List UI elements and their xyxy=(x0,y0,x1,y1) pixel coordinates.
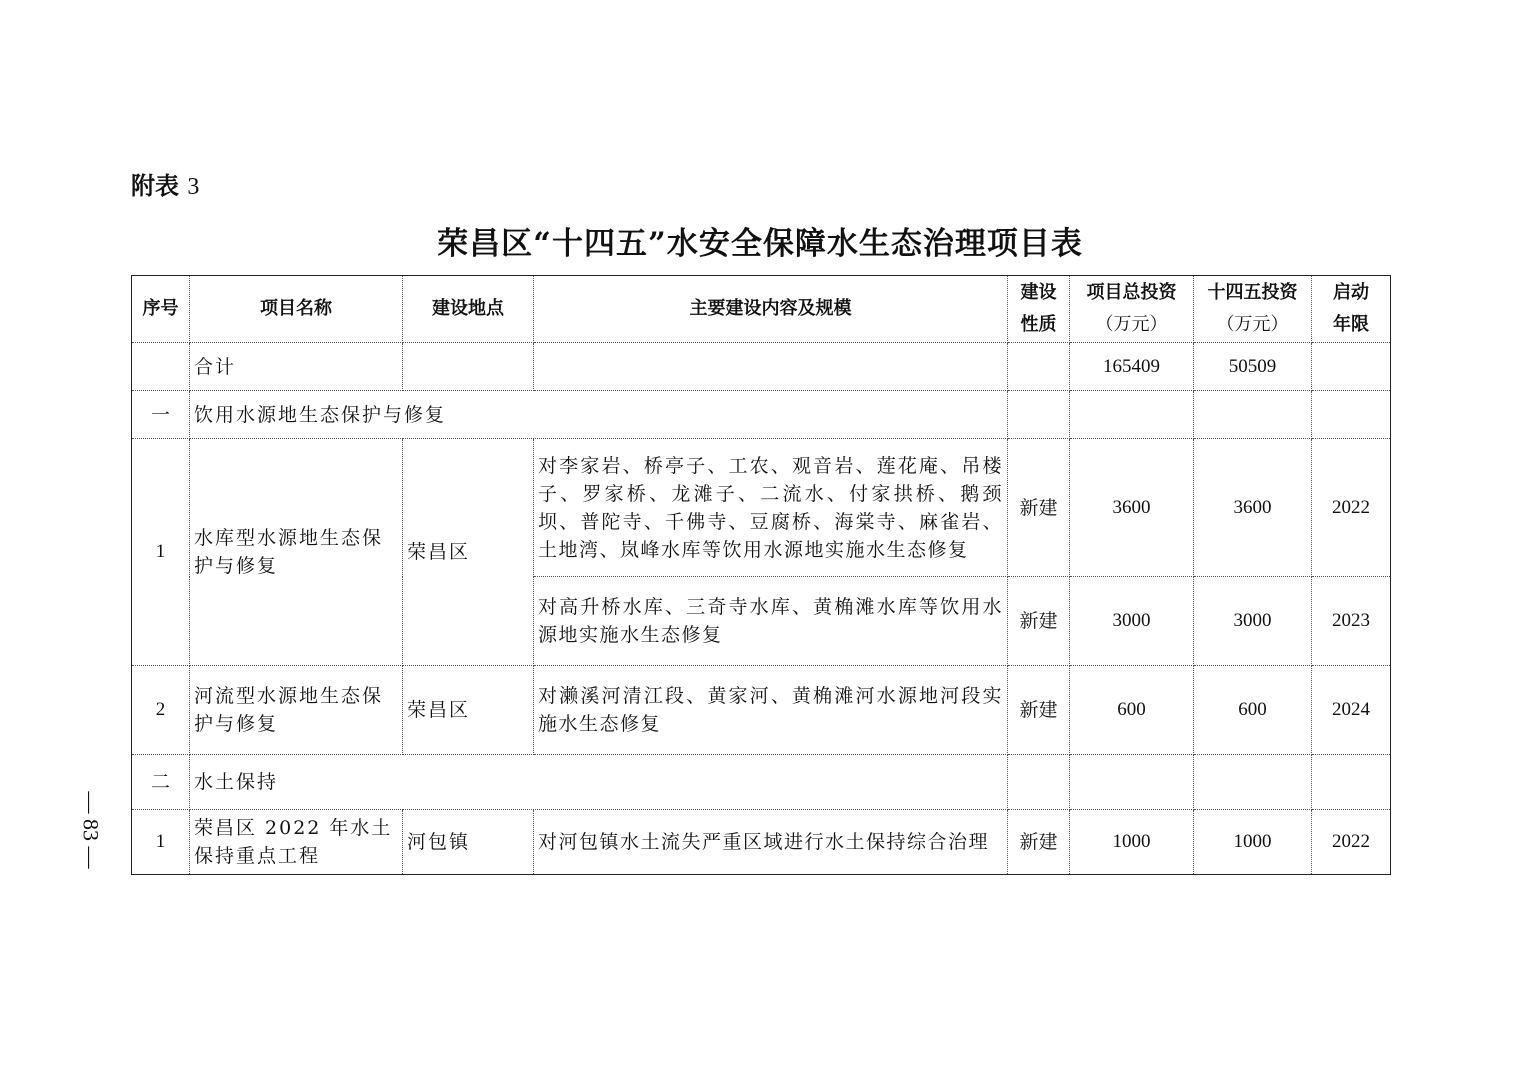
section-invest-cell xyxy=(1070,755,1194,810)
section-name: 水土保持 xyxy=(190,755,1008,810)
project-content: 对高升桥水库、三奇寺水库、黄桷滩水库等饮用水源地实施水生态修复 xyxy=(534,577,1008,666)
section-row xyxy=(132,755,1391,810)
section-plan-cell xyxy=(1194,755,1312,810)
project-location: 河包镇 xyxy=(403,810,534,875)
header-total-invest-line2: （万元） xyxy=(1095,314,1168,335)
section-seq: 一 xyxy=(132,391,190,439)
total-seq-cell xyxy=(132,343,190,391)
header-total-invest-line1: 项目总投资 xyxy=(1086,282,1177,303)
project-plan-invest: 3600 xyxy=(1194,439,1312,577)
header-nature-line2: 性质 xyxy=(1020,314,1057,335)
section-seq: 二 xyxy=(132,755,190,810)
appendix-label xyxy=(131,166,199,201)
total-location-cell xyxy=(403,343,534,391)
total-label: 合计 xyxy=(190,343,403,391)
page-title: 荣昌区“十四五”水安全保障水生态治理项目表 xyxy=(437,226,1083,262)
page-number xyxy=(62,780,118,880)
project-table xyxy=(131,275,1391,875)
section-invest-cell xyxy=(1070,391,1194,439)
project-total-invest: 3000 xyxy=(1070,577,1194,666)
header-name: 项目名称 xyxy=(190,276,403,343)
header-row xyxy=(132,276,1391,343)
header-start-line2: 年限 xyxy=(1333,314,1369,335)
project-nature: 新建 xyxy=(1008,810,1070,875)
section-start-cell xyxy=(1312,755,1391,810)
project-plan-invest: 3000 xyxy=(1194,577,1312,666)
total-plan-invest-value: 50509 xyxy=(1194,343,1312,391)
project-nature: 新建 xyxy=(1008,439,1070,577)
project-seq: 1 xyxy=(132,810,190,875)
project-total-invest: 600 xyxy=(1070,666,1194,755)
header-content: 主要建设内容及规模 xyxy=(534,276,1008,343)
header-plan-invest xyxy=(1194,276,1312,343)
project-nature: 新建 xyxy=(1008,666,1070,755)
section-nature-cell xyxy=(1008,755,1070,810)
project-location: 荣昌区 xyxy=(403,439,534,666)
project-seq: 1 xyxy=(132,439,190,666)
header-seq: 序号 xyxy=(132,276,190,343)
total-nature-cell xyxy=(1008,343,1070,391)
header-total-invest xyxy=(1070,276,1194,343)
project-start-year: 2023 xyxy=(1312,577,1391,666)
header-nature-line1: 建设 xyxy=(1020,282,1057,303)
header-plan-invest-line1: 十四五投资 xyxy=(1207,282,1298,303)
section-nature-cell xyxy=(1008,391,1070,439)
project-start-year: 2022 xyxy=(1312,439,1391,577)
section-plan-cell xyxy=(1194,391,1312,439)
project-plan-invest: 600 xyxy=(1194,666,1312,755)
table-row xyxy=(132,666,1391,755)
table-row xyxy=(132,439,1391,577)
project-content: 对河包镇水土流失严重区域进行水土保持综合治理 xyxy=(534,810,1008,875)
project-content: 对濑溪河清江段、黄家河、黄桷滩河水源地河段实施水生态修复 xyxy=(534,666,1008,755)
total-content-cell xyxy=(534,343,1008,391)
appendix-number: 3 xyxy=(187,174,200,200)
project-total-invest: 3600 xyxy=(1070,439,1194,577)
section-name: 饮用水源地生态保护与修复 xyxy=(190,391,1008,439)
table-row xyxy=(132,810,1391,875)
project-name: 荣昌区 2022 年水土保持重点工程 xyxy=(190,810,403,875)
project-nature: 新建 xyxy=(1008,577,1070,666)
header-start xyxy=(1312,276,1391,343)
total-row xyxy=(132,343,1391,391)
appendix-label-text: 附表 xyxy=(131,172,179,200)
section-row xyxy=(132,391,1391,439)
project-start-year: 2022 xyxy=(1312,810,1391,875)
project-location: 荣昌区 xyxy=(403,666,534,755)
project-name: 河流型水源地生态保护与修复 xyxy=(190,666,403,755)
total-invest-value: 165409 xyxy=(1070,343,1194,391)
header-location: 建设地点 xyxy=(403,276,534,343)
project-start-year: 2024 xyxy=(1312,666,1391,755)
project-total-invest: 1000 xyxy=(1070,810,1194,875)
header-plan-invest-line2: （万元） xyxy=(1216,314,1289,335)
project-seq: 2 xyxy=(132,666,190,755)
project-name: 水库型水源地生态保护与修复 xyxy=(190,439,403,666)
section-start-cell xyxy=(1312,391,1391,439)
project-content: 对李家岩、桥亭子、工农、观音岩、莲花庵、吊楼子、罗家桥、龙滩子、二流水、付家拱桥、鹅颈坝、普陀寺、千佛寺、豆腐桥、海棠寺、麻雀岩、土地湾、岚峰水库等饮用水源地实施水生态修复 xyxy=(534,439,1008,577)
header-nature xyxy=(1008,276,1070,343)
total-start-cell xyxy=(1312,343,1391,391)
header-start-line1: 启动 xyxy=(1333,282,1369,303)
project-plan-invest: 1000 xyxy=(1194,810,1312,875)
page-number-text: — 83 — xyxy=(78,791,103,869)
